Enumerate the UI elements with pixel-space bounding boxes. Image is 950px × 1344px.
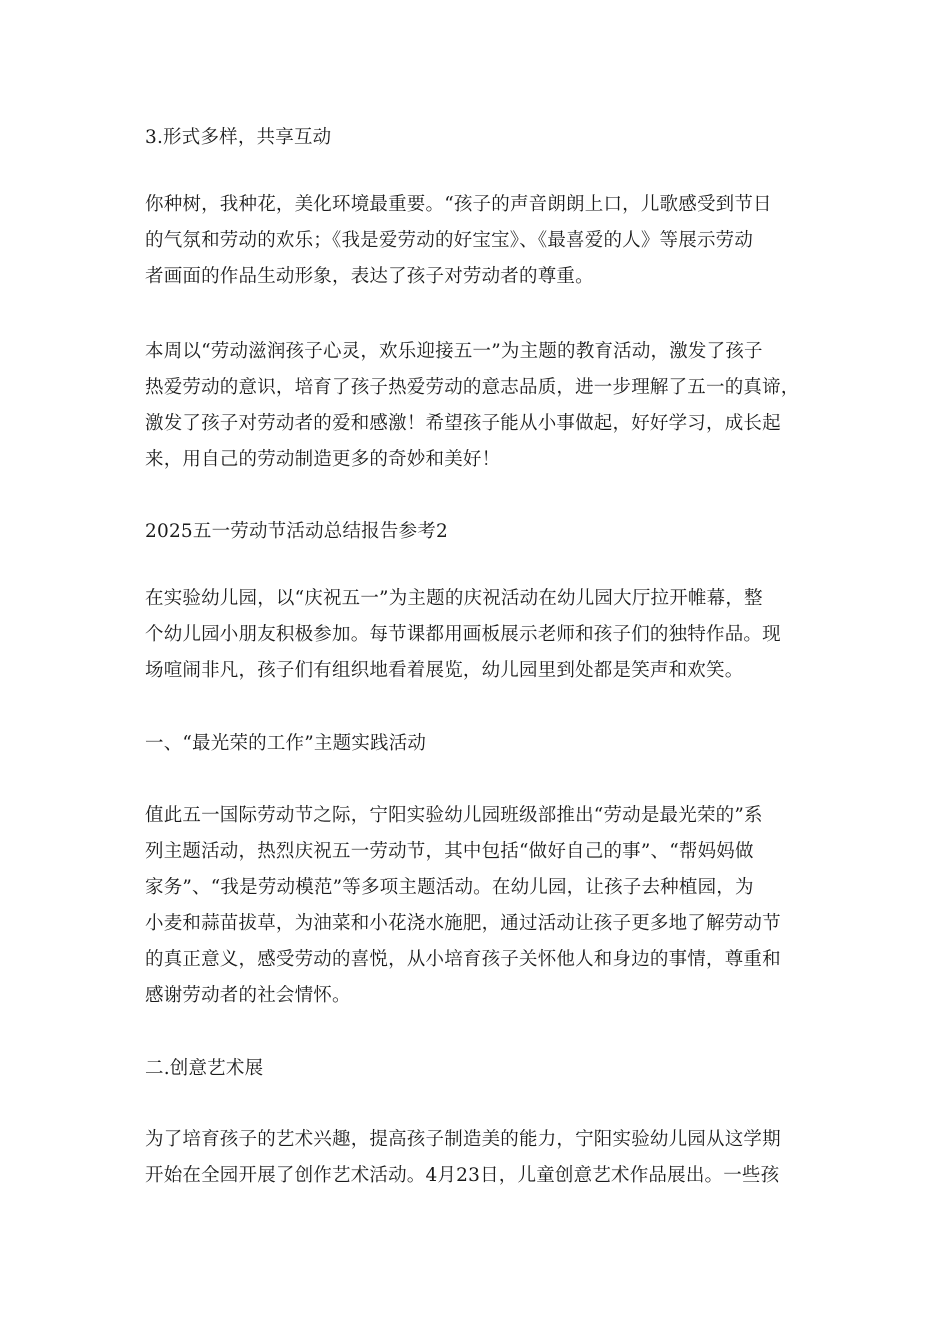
paragraph-line: 的气氛和劳动的欢乐；《我是爱劳动的好宝宝》、《最喜爱的人》等展示劳动	[145, 230, 754, 251]
section-heading: 一、“最光荣的工作”主题实践活动	[145, 733, 427, 754]
paragraph-line: 的真正意义，感受劳动的喜悦，从小培育孩子关怀他人和身边的事情，尊重和	[145, 949, 781, 970]
paragraph-line: 感谢劳动者的社会情怀。	[145, 985, 351, 1006]
paragraph-line: 家务”、“我是劳动模范”等多项主题活动。在幼儿园，让孩子去种植园，为	[145, 877, 754, 898]
paragraph-line: 你种树，我种花，美化环境最重要。“孩子的声音朗朗上口，儿歌感受到节日	[145, 194, 772, 215]
paragraph-line: 开始在全园开展了创作艺术活动。4月23日，儿童创意艺术作品展出。一些孩	[145, 1165, 780, 1186]
paragraph-line: 小麦和蒜苗拔草，为油菜和小花浇水施肥，通过活动让孩子更多地了解劳动节	[145, 913, 781, 934]
paragraph-line: 本周以“劳动滋润孩子心灵，欢乐迎接五一”为主题的教育活动，激发了孩子	[145, 341, 763, 362]
paragraph-line: 值此五一国际劳动节之际，宁阳实验幼儿园班级部推出“劳动是最光荣的”系	[145, 805, 763, 826]
paragraph-line: 来，用自己的劳动制造更多的奇妙和美好！	[145, 449, 501, 470]
section-heading: 二.创意艺术展	[145, 1058, 264, 1079]
paragraph-line: 热爱劳动的意识，培育了孩子热爱劳动的意志品质，进一步理解了五一的真谛，	[145, 377, 800, 398]
paragraph-line: 个幼儿园小朋友积极参加。每节课都用画板展示老师和孩子们的独特作品。现	[145, 624, 781, 645]
paragraph-line: 列主题活动，热烈庆祝五一劳动节，其中包括“做好自己的事”、“帮妈妈做	[145, 841, 754, 862]
paragraph-line: 者画面的作品生动形象，表达了孩子对劳动者的尊重。	[145, 266, 594, 287]
paragraph-line: 为了培育孩子的艺术兴趣，提高孩子制造美的能力，宁阳实验幼儿园从这学期	[145, 1129, 781, 1150]
report-title: 2025五一劳动节活动总结报告参考2	[145, 521, 448, 542]
paragraph-line: 在实验幼儿园，以“庆祝五一”为主题的庆祝活动在幼儿园大厅拉开帷幕，整	[145, 588, 763, 609]
section-heading: 3.形式多样，共享互动	[145, 127, 332, 148]
paragraph-line: 激发了孩子对劳动者的爱和感激！希望孩子能从小事做起，好好学习，成长起	[145, 413, 781, 434]
paragraph-line: 场喧闹非凡，孩子们有组织地看着展览，幼儿园里到处都是笑声和欢笑。	[145, 660, 744, 681]
